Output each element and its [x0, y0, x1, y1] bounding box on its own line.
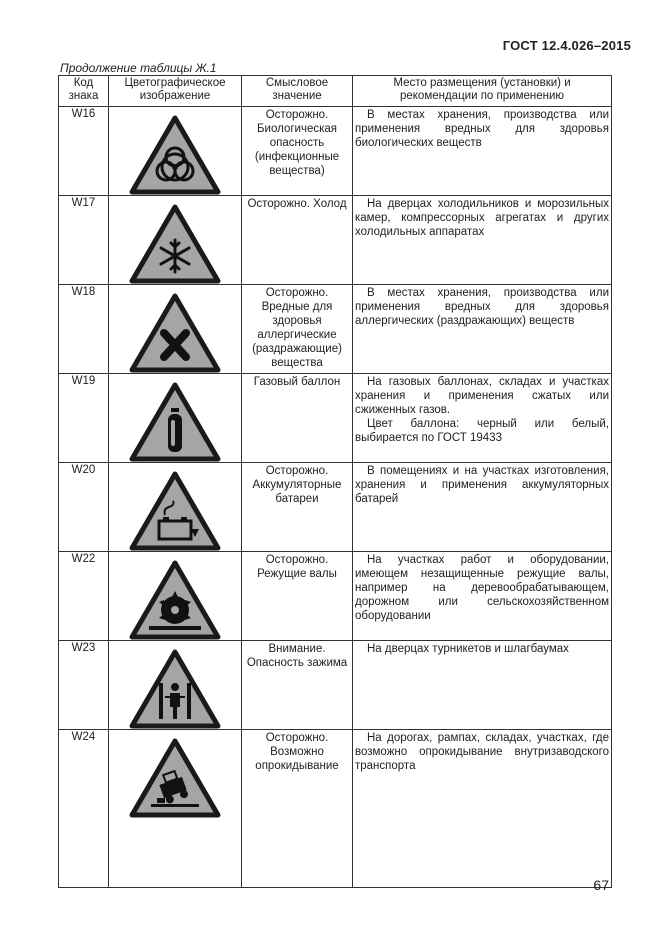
biohazard-warning-icon [129, 115, 221, 195]
sign-code: W17 [59, 196, 109, 285]
sign-placement: На участках работ и оборудовании, имеющем незащищенные режущие валы, например на деревообрабатывающем, дорожном или сельскохозяйственном оборудовании [353, 552, 612, 641]
column-header-code: Код знака [59, 76, 109, 107]
document-standard-header: ГОСТ 12.4.026–2015 [502, 38, 631, 53]
table-continuation-caption: Продолжение таблицы Ж.1 [60, 61, 217, 75]
table-row [59, 641, 612, 730]
cold-warning-icon [129, 204, 221, 284]
sign-code: W18 [59, 285, 109, 374]
sign-meaning: Осторожно. Холод [242, 196, 353, 285]
sign-placement: На дверцах холодильников и морозильных камер, компрессорных агрегатах и других холодильных аппаратах [353, 196, 612, 285]
gas-cylinder-warning-icon [129, 382, 221, 462]
sign-image-cell [109, 374, 242, 463]
sign-image-cell [109, 463, 242, 552]
sign-meaning: Осторожно. Возможно опрокидывание [242, 730, 353, 888]
column-header-image: Цветографическое изображение [109, 76, 242, 107]
table-row [59, 463, 612, 552]
sign-image-cell [109, 641, 242, 730]
table-header-row [59, 76, 612, 107]
sign-image-cell [109, 285, 242, 374]
cutting-shafts-warning-icon [129, 560, 221, 640]
table-row [59, 107, 612, 196]
table-row [59, 730, 612, 888]
sign-placement: На газовых баллонах, складах и участках хранения и применения сжатых или сжиженных газов. Цвет баллона: черный или белый, выбирается по ГОСТ 19433 [353, 374, 612, 463]
sign-image-cell [109, 196, 242, 285]
column-header-meaning: Смысловое значение [242, 76, 353, 107]
table-row [59, 285, 612, 374]
table-row [59, 374, 612, 463]
sign-meaning: Внимание. Опасность зажима [242, 641, 353, 730]
sign-image-cell [109, 107, 242, 196]
sign-image-cell [109, 552, 242, 641]
sign-meaning: Осторожно. Вредные для здоровья аллергические (раздражающие) вещества [242, 285, 353, 374]
harmful-substances-warning-icon [129, 293, 221, 373]
sign-code: W16 [59, 107, 109, 196]
crushing-hazard-warning-icon [129, 649, 221, 729]
sign-code: W22 [59, 552, 109, 641]
table-row [59, 196, 612, 285]
sign-placement: В помещениях и на участках изготовления, хранения и применения аккумуляторных батарей [353, 463, 612, 552]
sign-image-cell [109, 730, 242, 888]
sign-code: W20 [59, 463, 109, 552]
sign-placement: На дорогах, рампах, складах, участках, где возможно опрокидывание внутризаводского транспорта [353, 730, 612, 888]
sign-placement: В местах хранения, производства или применения вредных для здоровья аллергических (раздражающих) веществ [353, 285, 612, 374]
warning-signs-table [58, 75, 612, 888]
column-header-placement: Место размещения (установки) и рекомендации по применению [353, 76, 612, 107]
vehicle-overturn-warning-icon [129, 738, 221, 818]
sign-code: W24 [59, 730, 109, 888]
table-row [59, 552, 612, 641]
sign-meaning: Газовый баллон [242, 374, 353, 463]
sign-meaning: Осторожно. Биологическая опасность (инфекционные вещества) [242, 107, 353, 196]
battery-warning-icon [129, 471, 221, 551]
sign-placement: В местах хранения, производства или применения вредных для здоровья биологических веществ [353, 107, 612, 196]
page-number: 67 [593, 877, 609, 893]
sign-code: W19 [59, 374, 109, 463]
sign-code: W23 [59, 641, 109, 730]
sign-meaning: Осторожно. Аккумуляторные батареи [242, 463, 353, 552]
sign-meaning: Осторожно. Режущие валы [242, 552, 353, 641]
sign-placement: На дверцах турникетов и шлагбаумах [353, 641, 612, 730]
